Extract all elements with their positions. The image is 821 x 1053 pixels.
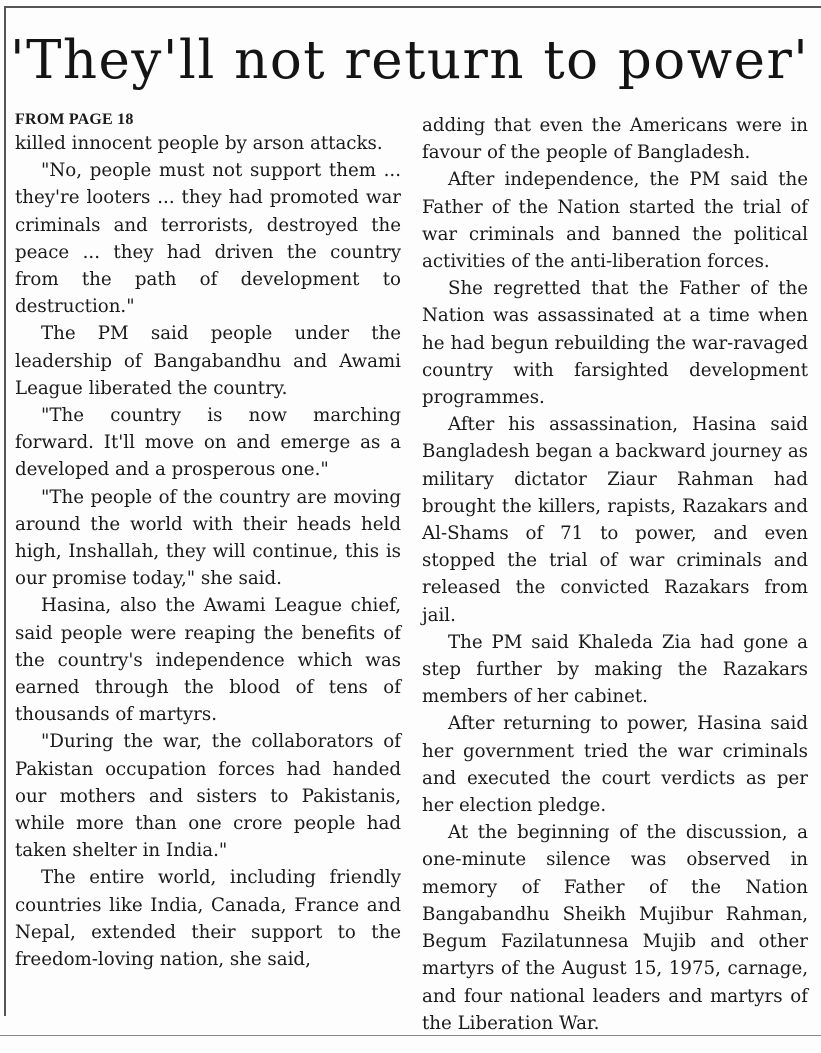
- bottom-border-rule: [0, 1035, 821, 1036]
- paragraph: Hasina, also the Awami League chief, said people were reaping the benefits of the country's independence which was earned through the blood of tens of thousands of martyrs.: [15, 595, 401, 726]
- paragraph: "The country is now marching forward. It'll move on and emerge as a developed and a prosperous one.": [15, 405, 401, 481]
- paragraph: The entire world, including friendly countries like India, Canada, France and Nepal, extended their support to the freedom-loving nation, she said,: [15, 867, 401, 971]
- paragraph: After independence, the PM said the Father of the Nation started the trial of war criminals and banned the political activities of the anti-liberation forces.: [422, 169, 808, 273]
- paragraph: After his assassination, Hasina said Bangladesh began a backward journey as military dictator Ziaur Rahman had brought the killers, rapists, Razakars and Al-Shams of 71 to power, and even stopped the trial of war criminals and released the convicted Razakars from jail.: [422, 414, 808, 626]
- article-column-1: [15, 112, 401, 973]
- paragraph: At the beginning of the discussion, a one-minute silence was observed in memory of Father of the Nation Bangabandhu Sheikh Mujibur Rahman, Begum Fazilatunnesa Mujib and other martyrs of the August 15, 1975, carnage, and four national leaders and martyrs of the Liberation War.: [422, 822, 808, 1034]
- left-border-rule: [4, 6, 6, 1016]
- paragraph: "The people of the country are moving around the world with their heads held high, Inshallah, they will continue, this is our promise today," she said.: [15, 486, 401, 590]
- paragraph: killed innocent people by arson attacks.: [15, 133, 383, 154]
- paragraph: adding that even the Americans were in favour of the people of Bangladesh.: [422, 115, 808, 164]
- paragraph: After returning to power, Hasina said her government tried the war criminals and executed the court verdicts as per her election pledge.: [422, 713, 808, 817]
- jump-line: FROM PAGE 18: [15, 111, 134, 128]
- article-column-2: [422, 112, 808, 1037]
- headline: 'They'll not return to power': [10, 30, 810, 91]
- paragraph: She regretted that the Father of the Nation was assassinated at a time when he had begun rebuilding the war-ravaged country with farsighted development programmes.: [422, 278, 808, 409]
- paragraph: "During the war, the collaborators of Pakistan occupation forces had handed our mothers and sisters to Pakistanis, while more than one crore people had taken shelter in India.": [15, 731, 401, 862]
- paragraph: "No, people must not support them ... they're looters ... they had promoted war criminals and terrorists, destroyed the peace ... they had driven the country from the path of development to destruction.": [15, 160, 401, 318]
- paragraph: The PM said people under the leadership of Bangabandhu and Awami League liberated the country.: [15, 323, 401, 399]
- paragraph: The PM said Khaleda Zia had gone a step further by making the Razakars members of her cabinet.: [422, 631, 808, 708]
- top-border-rule: [4, 6, 821, 8]
